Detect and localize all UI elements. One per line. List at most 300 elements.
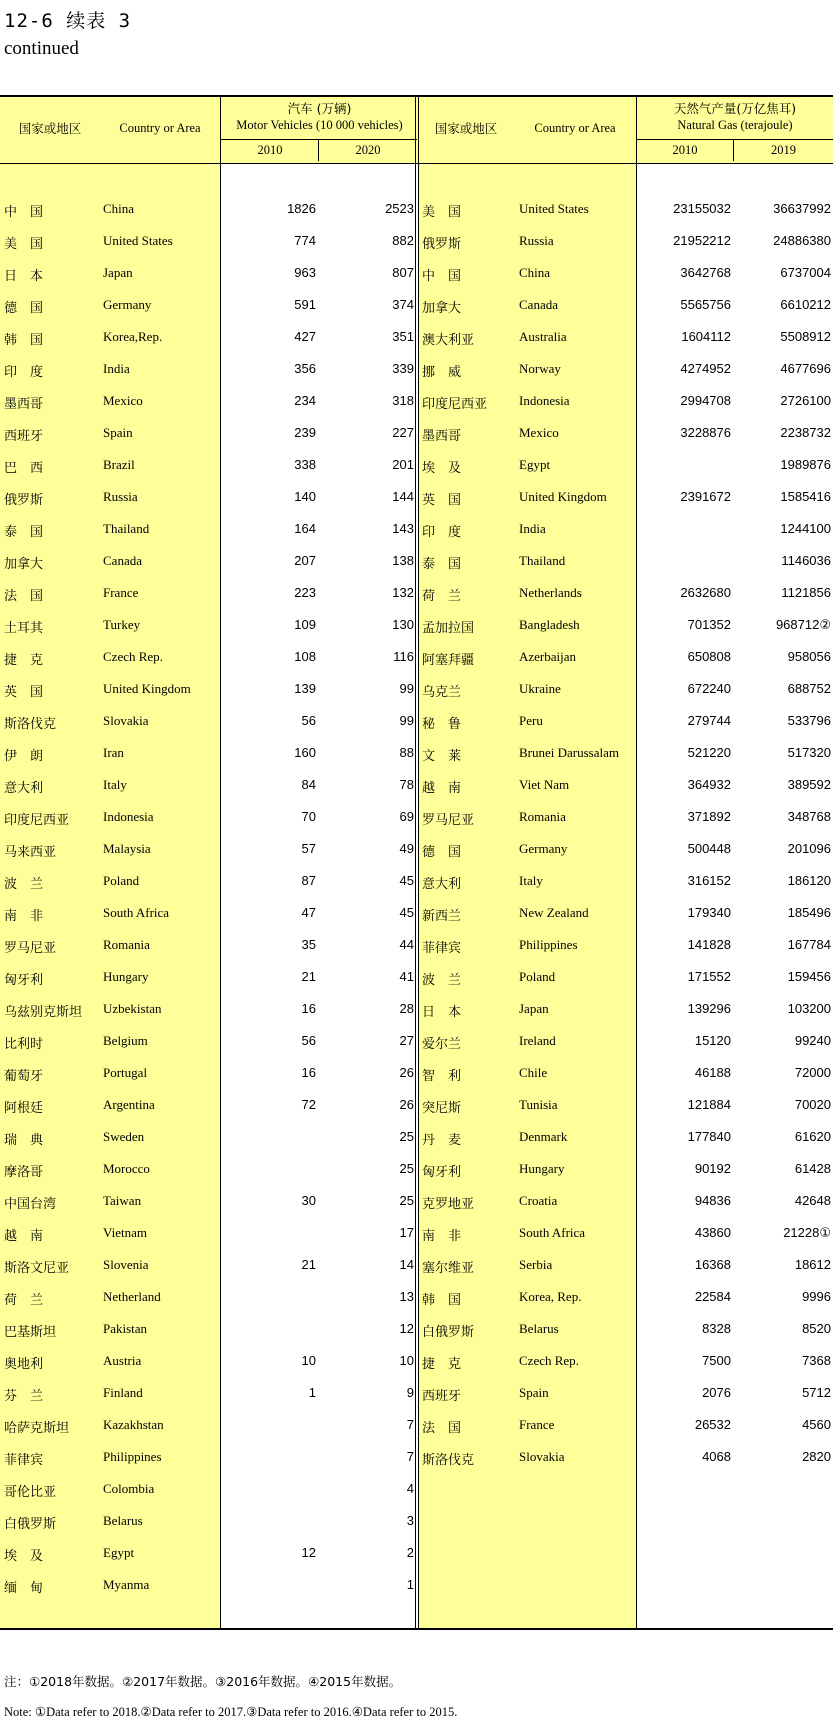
value-2010: 15120	[694, 1033, 731, 1048]
country-cn: 乌克兰	[422, 685, 462, 700]
country-en: Brunei Darussalam	[519, 745, 620, 760]
table-row	[0, 265, 833, 297]
country-en: New Zealand	[519, 905, 589, 920]
country-cn: 西班牙	[422, 1389, 462, 1404]
value-2019: 1146036	[781, 553, 831, 568]
table-row	[0, 1193, 833, 1225]
table-row	[0, 1033, 833, 1065]
header-ng-cn: 天然气产量(万亿焦耳)	[673, 101, 797, 116]
country-cn: 捷 克	[422, 1357, 462, 1372]
country-en: United States	[519, 201, 589, 216]
value-2010: 90192	[694, 1161, 731, 1176]
header-subline-mv	[221, 139, 417, 140]
value-2010: 57	[301, 841, 316, 856]
country-en: Korea, Rep.	[519, 1289, 582, 1304]
country-cn: 泰 国	[4, 525, 44, 540]
value-2010: 160	[294, 745, 316, 760]
value-2020: 28	[399, 1001, 414, 1016]
country-en: Egypt	[103, 1545, 135, 1560]
country-en: Brazil	[103, 457, 135, 472]
value-2019: 186120	[787, 873, 831, 888]
value-2010: 223	[294, 585, 316, 600]
value-2010: 140	[294, 489, 316, 504]
value-2010: 12	[301, 1545, 316, 1560]
table-title: 12-6 续表 3	[4, 10, 132, 32]
country-cn: 加拿大	[4, 557, 44, 572]
header-left-cn: 国家或地区	[18, 121, 82, 136]
country-cn: 西班牙	[4, 429, 44, 444]
value-2020: 44	[399, 937, 414, 952]
value-2019: 7368	[802, 1353, 831, 1368]
country-en: United Kingdom	[519, 489, 607, 504]
country-en: Czech Rep.	[519, 1353, 579, 1368]
table-row	[0, 553, 833, 585]
table-row	[0, 585, 833, 617]
country-cn: 墨西哥	[4, 397, 44, 412]
country-en: Sweden	[103, 1129, 145, 1144]
country-cn: 突尼斯	[422, 1101, 462, 1116]
value-2020: 99	[399, 681, 414, 696]
value-2010: 16	[301, 1065, 316, 1080]
value-2019: 24886380	[773, 233, 831, 248]
country-cn: 英 国	[4, 685, 44, 700]
country-en: Chile	[519, 1065, 548, 1080]
value-2010: 121884	[687, 1097, 731, 1112]
value-2020: 374	[392, 297, 414, 312]
country-en: Hungary	[103, 969, 149, 984]
value-2019: 70020	[794, 1097, 831, 1112]
country-cn: 澳大利亚	[422, 333, 475, 348]
country-en: Belarus	[103, 1513, 143, 1528]
country-cn: 哥伦比亚	[4, 1485, 57, 1500]
country-cn: 德 国	[422, 845, 462, 860]
value-2010: 1826	[287, 201, 316, 216]
value-2010: 701352	[687, 617, 731, 632]
value-2010: 963	[294, 265, 316, 280]
country-cn: 瑞 典	[4, 1133, 44, 1148]
value-2010: 26532	[694, 1417, 731, 1432]
value-2020: 1	[406, 1577, 414, 1592]
table-row	[0, 873, 833, 905]
value-2020: 25	[399, 1193, 414, 1208]
country-en: Argentina	[103, 1097, 155, 1112]
value-2020: 13	[399, 1289, 414, 1304]
table-row	[0, 1545, 416, 1577]
table-row	[0, 1289, 833, 1321]
value-2010: 139296	[687, 1001, 731, 1016]
value-2010: 672240	[687, 681, 731, 696]
value-2020: 144	[392, 489, 414, 504]
country-en: Canada	[519, 297, 558, 312]
country-cn: 德 国	[4, 301, 44, 316]
value-2010: 23155032	[673, 201, 731, 216]
country-cn: 哈萨克斯坦	[4, 1421, 70, 1436]
country-en: Belgium	[103, 1033, 148, 1048]
header-mv-2010: 2010	[257, 143, 283, 157]
value-2020: 12	[399, 1321, 414, 1336]
country-en: Morocco	[103, 1161, 150, 1176]
table-row	[0, 329, 833, 361]
country-en: Thailand	[103, 521, 150, 536]
value-2010: 521220	[687, 745, 731, 760]
value-2010: 108	[294, 649, 316, 664]
country-cn: 埃 及	[422, 461, 462, 476]
country-en: Spain	[103, 425, 133, 440]
country-en: Uzbekistan	[103, 1001, 162, 1016]
country-en: Colombia	[103, 1481, 155, 1496]
header-left-en: Country or Area	[119, 121, 201, 135]
value-2010: 316152	[687, 873, 731, 888]
country-en: Netherlands	[519, 585, 582, 600]
value-2019: 958056	[787, 649, 831, 664]
country-en: Iran	[103, 745, 124, 760]
table-row	[0, 233, 833, 265]
country-cn: 印 度	[422, 525, 462, 540]
table-row	[0, 201, 833, 233]
value-2010: 591	[294, 297, 316, 312]
value-2019: 968712②	[775, 617, 831, 632]
country-cn: 阿根廷	[4, 1101, 44, 1116]
country-cn: 阿塞拜疆	[422, 653, 475, 668]
country-cn: 克罗地亚	[422, 1197, 475, 1212]
country-cn: 韩 国	[422, 1293, 462, 1308]
table-row	[0, 777, 833, 809]
value-2010: 72	[301, 1097, 316, 1112]
country-cn: 波 兰	[422, 973, 462, 988]
value-2010: 500448	[687, 841, 731, 856]
country-cn: 英 国	[422, 493, 462, 508]
country-cn: 日 本	[422, 1005, 462, 1020]
value-2010: 21952212	[673, 233, 731, 248]
value-2019: 5508912	[780, 329, 831, 344]
country-en: Austria	[103, 1353, 142, 1368]
country-cn: 塞尔维亚	[422, 1261, 475, 1276]
country-en: Germany	[103, 297, 152, 312]
value-2010: 141828	[687, 937, 731, 952]
country-en: Russia	[103, 489, 138, 504]
country-en: United States	[103, 233, 173, 248]
country-en: Poland	[103, 873, 140, 888]
country-cn: 斯洛文尼亚	[4, 1261, 70, 1276]
value-2010: 46188	[694, 1065, 731, 1080]
value-2010: 84	[301, 777, 316, 792]
value-2020: 9	[406, 1385, 414, 1400]
country-en: India	[519, 521, 546, 536]
country-cn: 伊 朗	[4, 749, 44, 764]
country-en: Indonesia	[519, 393, 570, 408]
country-en: Ireland	[519, 1033, 556, 1048]
value-2010: 164	[294, 521, 316, 536]
table-bottom-border	[0, 1628, 833, 1630]
note-cn: 注：①2018年数据。②2017年数据。③2016年数据。④2015年数据。	[4, 1674, 402, 1689]
country-cn: 马来西亚	[4, 845, 57, 860]
value-2010: 7500	[702, 1353, 731, 1368]
table-row	[0, 1353, 833, 1385]
value-2020: 882	[392, 233, 414, 248]
country-cn: 巴基斯坦	[4, 1325, 57, 1340]
table-row	[0, 681, 833, 713]
value-2020: 4	[406, 1481, 414, 1496]
country-cn: 中国台湾	[4, 1197, 57, 1212]
country-cn: 捷 克	[4, 653, 44, 668]
country-en: Norway	[519, 361, 561, 376]
value-2010: 207	[294, 553, 316, 568]
value-2020: 3	[406, 1513, 414, 1528]
country-en: Vietnam	[103, 1225, 147, 1240]
value-2019: 21228①	[783, 1225, 831, 1240]
country-cn: 波 兰	[4, 877, 44, 892]
country-cn: 智 利	[422, 1069, 462, 1084]
value-2020: 143	[392, 521, 414, 536]
country-en: Taiwan	[103, 1193, 142, 1208]
value-2020: 41	[399, 969, 414, 984]
value-2020: 45	[399, 873, 414, 888]
country-cn: 葡萄牙	[4, 1069, 44, 1084]
value-2019: 159456	[787, 969, 831, 984]
value-2010: 5565756	[680, 297, 731, 312]
value-2020: 88	[399, 745, 414, 760]
country-en: Canada	[103, 553, 142, 568]
country-cn: 加拿大	[422, 301, 462, 316]
value-2010: 8328	[702, 1321, 731, 1336]
value-2019: 99240	[794, 1033, 831, 1048]
table-row	[0, 521, 833, 553]
country-cn: 韩 国	[4, 333, 44, 348]
country-en: France	[519, 1417, 555, 1432]
country-en: Slovakia	[519, 1449, 565, 1464]
value-2020: 26	[399, 1065, 414, 1080]
country-cn: 土耳其	[4, 621, 44, 636]
value-2010: 10	[301, 1353, 316, 1368]
value-2010: 4068	[702, 1449, 731, 1464]
header-right-en: Country or Area	[534, 121, 616, 135]
country-cn: 匈牙利	[422, 1165, 462, 1180]
country-en: Poland	[519, 969, 556, 984]
value-2019: 185496	[787, 905, 831, 920]
value-2020: 25	[399, 1129, 414, 1144]
value-2019: 167784	[787, 937, 831, 952]
value-2020: 25	[399, 1161, 414, 1176]
country-en: Indonesia	[103, 809, 154, 824]
country-en: South Africa	[103, 905, 170, 920]
value-2020: 26	[399, 1097, 414, 1112]
value-2010: 427	[294, 329, 316, 344]
country-cn: 比利时	[4, 1037, 44, 1052]
country-en: Portugal	[103, 1065, 148, 1080]
country-cn: 文 莱	[422, 749, 462, 764]
value-2020: 318	[392, 393, 414, 408]
value-2010: 139	[294, 681, 316, 696]
value-2020: 99	[399, 713, 414, 728]
value-2019: 201096	[787, 841, 831, 856]
value-2010: 2076	[702, 1385, 731, 1400]
country-en: Finland	[103, 1385, 143, 1400]
country-cn: 俄罗斯	[422, 237, 462, 252]
value-2019: 688752	[787, 681, 831, 696]
value-2010: 21	[301, 1257, 316, 1272]
country-en: Italy	[519, 873, 543, 888]
country-cn: 越 南	[4, 1229, 44, 1244]
table-row	[0, 1417, 833, 1449]
value-2019: 72000	[794, 1065, 831, 1080]
value-2020: 351	[392, 329, 414, 344]
country-cn: 白俄罗斯	[4, 1517, 57, 1532]
country-en: India	[103, 361, 130, 376]
country-en: Russia	[519, 233, 554, 248]
table-row	[0, 1225, 833, 1257]
country-cn: 秘 鲁	[422, 717, 462, 732]
header-mv-cn: 汽车 (万辆)	[287, 101, 352, 116]
note-en: Note: ①Data refer to 2018.②Data refer to 2017.③Data refer to 2016.④Data refer to 2015.	[4, 1705, 458, 1719]
country-en: Tunisia	[519, 1097, 558, 1112]
value-2019: 4677696	[780, 361, 831, 376]
table-subtitle: continued	[4, 38, 79, 59]
table-row	[0, 425, 833, 457]
table-row	[0, 393, 833, 425]
value-2020: 14	[399, 1257, 414, 1272]
country-cn: 荷 兰	[422, 589, 462, 604]
data-table	[0, 95, 833, 1630]
country-en: Spain	[519, 1385, 549, 1400]
country-cn: 日 本	[4, 269, 44, 284]
value-2019: 1989876	[780, 457, 831, 472]
country-en: Netherland	[103, 1289, 161, 1304]
table-row	[0, 905, 833, 937]
value-2020: 78	[399, 777, 414, 792]
value-2010: 43860	[694, 1225, 731, 1240]
table-row	[0, 969, 833, 1001]
table-row	[0, 457, 833, 489]
country-cn: 乌兹别克斯坦	[4, 1005, 83, 1020]
value-2010: 279744	[687, 713, 731, 728]
header-ng-2019: 2019	[771, 143, 796, 157]
table-row	[0, 1001, 833, 1033]
value-2020: 138	[392, 553, 414, 568]
value-2019: 36637992	[773, 201, 831, 216]
value-2020: 10	[399, 1353, 414, 1368]
country-cn: 斯洛伐克	[422, 1453, 475, 1468]
value-2020: 130	[392, 617, 414, 632]
country-cn: 新西兰	[422, 909, 462, 924]
country-en: Kazakhstan	[103, 1417, 164, 1432]
country-en: South Africa	[519, 1225, 586, 1240]
value-2010: 56	[301, 1033, 316, 1048]
value-2010: 70	[301, 809, 316, 824]
value-2010: 22584	[694, 1289, 731, 1304]
value-2019: 8520	[802, 1321, 831, 1336]
value-2010: 1604112	[681, 329, 731, 344]
value-2019: 6610212	[780, 297, 831, 312]
table-row	[0, 489, 833, 521]
value-2010: 3228876	[680, 425, 731, 440]
country-cn: 意大利	[4, 781, 44, 796]
value-2010: 16368	[694, 1257, 731, 1272]
country-cn: 法 国	[4, 589, 44, 604]
country-en: Mexico	[519, 425, 559, 440]
country-cn: 荷 兰	[4, 1293, 44, 1308]
country-cn: 印度尼西亚	[422, 397, 488, 412]
country-cn: 法 国	[422, 1421, 462, 1436]
country-cn: 墨西哥	[422, 429, 462, 444]
country-cn: 爱尔兰	[422, 1037, 462, 1052]
country-en: Germany	[519, 841, 568, 856]
value-2019: 2726100	[780, 393, 831, 408]
value-2010: 364932	[687, 777, 731, 792]
value-2019: 5712	[802, 1385, 831, 1400]
value-2010: 94836	[694, 1193, 731, 1208]
value-2010: 2391672	[680, 489, 731, 504]
country-en: Croatia	[519, 1193, 558, 1208]
value-2010: 177840	[687, 1129, 731, 1144]
country-en: Turkey	[103, 617, 141, 632]
header-subline-ng	[636, 139, 833, 140]
country-cn: 中 国	[4, 205, 44, 220]
country-cn: 孟加拉国	[422, 621, 475, 636]
header-year-divider-ng	[733, 139, 734, 161]
country-cn: 罗马尼亚	[422, 813, 475, 828]
country-en: Slovakia	[103, 713, 149, 728]
value-2019: 533796	[787, 713, 831, 728]
value-2010: 3642768	[680, 265, 731, 280]
country-cn: 印 度	[4, 365, 44, 380]
value-2019: 61428	[794, 1161, 831, 1176]
header-year-divider-mv	[318, 139, 319, 161]
country-en: Japan	[519, 1001, 549, 1016]
table-row	[0, 1129, 833, 1161]
value-2020: 807	[392, 265, 414, 280]
country-en: Denmark	[519, 1129, 568, 1144]
country-en: Romania	[103, 937, 150, 952]
value-2010: 1	[308, 1385, 316, 1400]
country-cn: 巴 西	[4, 461, 44, 476]
country-en: Egypt	[519, 457, 551, 472]
country-cn: 南 非	[4, 909, 44, 924]
value-2010: 371892	[687, 809, 731, 824]
value-2019: 42648	[794, 1193, 831, 1208]
country-en: Romania	[519, 809, 566, 824]
value-2020: 7	[406, 1449, 414, 1464]
value-2010: 21	[301, 969, 316, 984]
value-2020: 132	[392, 585, 414, 600]
value-2010: 87	[301, 873, 316, 888]
country-en: United Kingdom	[103, 681, 191, 696]
value-2020: 201	[392, 457, 414, 472]
table-row	[0, 1321, 833, 1353]
value-2010: 356	[294, 361, 316, 376]
country-en: Hungary	[519, 1161, 565, 1176]
header-ng-2010: 2010	[672, 143, 698, 157]
table-row	[0, 1449, 833, 1481]
table-row	[0, 1257, 833, 1289]
country-cn: 丹 麦	[422, 1133, 462, 1148]
country-en: Slovenia	[103, 1257, 149, 1272]
value-2010: 56	[301, 713, 316, 728]
value-2019: 2238732	[780, 425, 831, 440]
country-cn: 匈牙利	[4, 973, 44, 988]
value-2010: 16	[301, 1001, 316, 1016]
country-en: Italy	[103, 777, 127, 792]
country-cn: 印度尼西亚	[4, 813, 70, 828]
value-2019: 4560	[802, 1417, 831, 1432]
value-2010: 774	[294, 233, 316, 248]
country-en: Czech Rep.	[103, 649, 163, 664]
country-cn: 芬 兰	[4, 1389, 44, 1404]
value-2020: 116	[393, 649, 414, 664]
value-2020: 17	[399, 1225, 414, 1240]
value-2019: 1244100	[780, 521, 831, 536]
country-cn: 越 南	[422, 781, 462, 796]
country-en: Korea,Rep.	[103, 329, 163, 344]
